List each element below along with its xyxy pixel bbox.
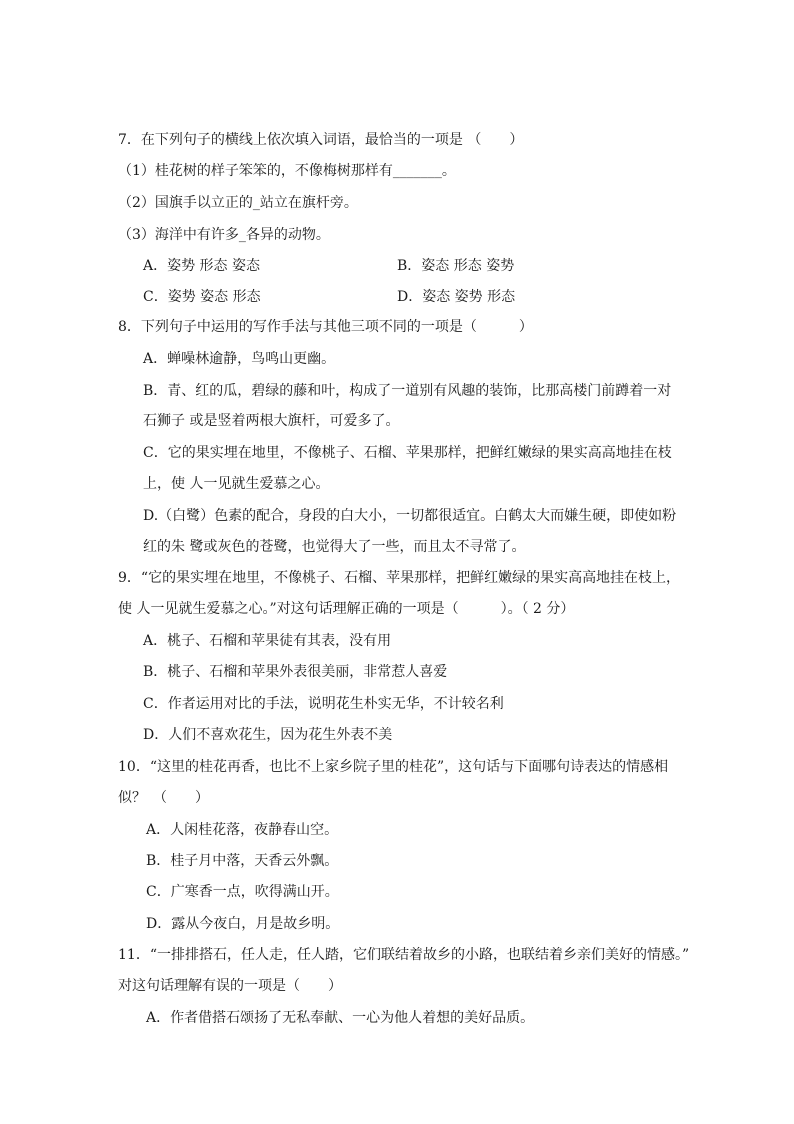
question-8-option-a: A．蝉噪林逾静，鸟鸣山更幽。: [143, 351, 336, 367]
question-11-stem-line-2: 对这句话理解有误的一项是（ ）: [118, 978, 342, 994]
question-7-stem: 7．在下列句子的横线上依次填入词语，最恰当的一项是 （ ）: [118, 132, 524, 148]
question-8-option-d-line-1: D.（白鹭）色素的配合，身段的白大小，一切都很适宜。白鹤太大而嫌生硬，即使如粉: [143, 508, 677, 524]
question-8-option-b-line-2: 石狮子 或是竖着两根大旗杆，可爱多了。: [143, 413, 400, 429]
question-7-option-a: A．姿势 形态 姿态: [143, 258, 261, 274]
question-10-option-b: B．桂子月中落，天香云外飘。: [146, 853, 339, 869]
question-10-stem-line-1: 10．“这里的桂花再香，也比不上家乡院子里的桂花”，这句话与下面哪句诗表达的情感相: [118, 759, 669, 775]
question-9-stem-line-1: 9．“它的果实埋在地里，不像桃子、石榴、苹果那样，把鲜红嫩绿的果实高高地挂在枝上，: [118, 570, 681, 586]
question-9-stem-line-2: 使 人一见就生爱慕之心。”对这句话理解正确的一项是（ ）。（ 2 分）: [118, 601, 575, 617]
question-10-option-a: A．人闲桂花落，夜静春山空。: [146, 822, 339, 838]
question-11-stem-line-1: 11．“一排排搭石，任人走，任人踏，它们联结着故乡的小路，也联结着乡亲们美好的情感。”: [118, 947, 690, 963]
question-7-sentence-3: （3）海洋中有许多_各异的动物。: [118, 227, 330, 243]
question-8-option-c-line-2: 上，使 人一见就生爱慕之心。: [143, 476, 330, 492]
question-8-option-b-line-1: B．青、红的瓜，碧绿的藤和叶，构成了一道别有风趣的装饰，比那高楼门前蹲着一对: [143, 383, 672, 399]
question-9-option-d: D．人们不喜欢花生，因为花生外表不美: [143, 727, 393, 743]
question-8-option-c-line-1: C．它的果实埋在地里，不像桃子、石榴、苹果那样，把鲜红嫩绿的果实高高地挂在枝: [143, 445, 672, 461]
question-7-sentence-1: （1）桂花树的样子笨笨的，不像梅树那样有_______。: [118, 163, 456, 179]
question-9-option-c: C．作者运用对比的手法，说明花生朴实无华，不计较名利: [143, 696, 504, 712]
question-11-option-a: A．作者借搭石颂扬了无私奉献、一心为他人着想的美好品质。: [146, 1010, 535, 1026]
question-7-option-b: B．姿态 形态 姿势: [397, 258, 515, 274]
question-8-stem: 8．下列句子中运用的写作手法与其他三项不同的一项是（ ）: [118, 319, 533, 335]
question-10-option-c: C．广寒香一点，吹得满山开。: [146, 884, 339, 900]
question-9-option-a: A．桃子、石榴和苹果徒有其表，没有用: [143, 633, 392, 649]
question-8-option-d-line-2: 红的朱 鹭或灰色的苍鹭，也觉得大了一些，而且太不寻常了。: [143, 539, 526, 555]
question-7-sentence-2: （2）国旗手以立正的_站立在旗杆旁。: [118, 195, 358, 211]
question-7-option-c: C．姿势 姿态 形态: [143, 289, 261, 305]
question-7-option-d: D．姿态 姿势 形态: [397, 289, 516, 305]
question-10-stem-line-2: 似？ （ ）: [118, 790, 209, 806]
question-10-option-d: D．露从今夜白，月是故乡明。: [146, 916, 340, 932]
question-9-option-b: B．桃子、石榴和苹果外表很美丽，非常惹人喜爱: [143, 664, 448, 680]
